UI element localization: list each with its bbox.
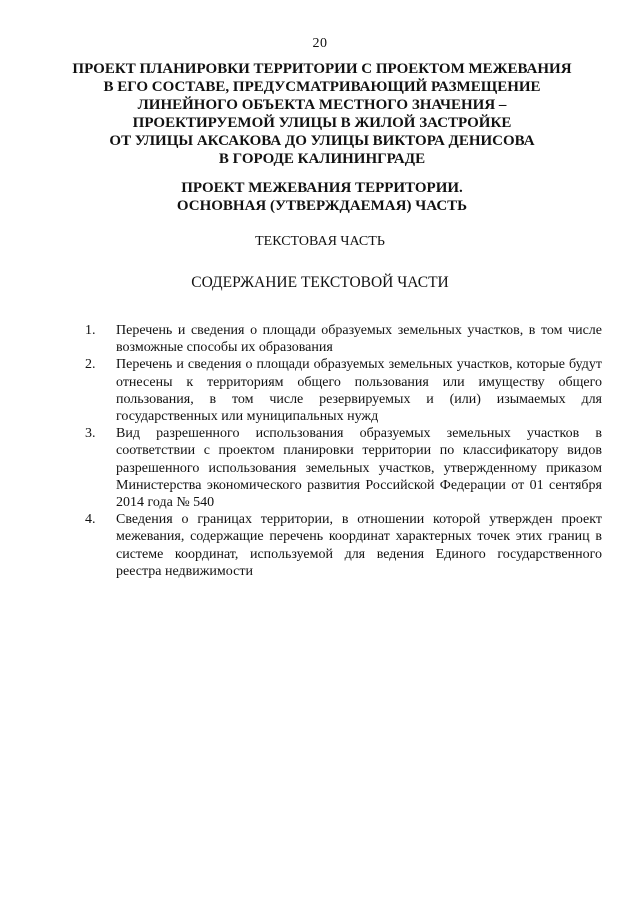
title-line: В ГОРОДЕ КАЛИНИНГРАДЕ: [218, 151, 426, 167]
toc-item-text: Вид разрешенного использования образуемых земельных участков в соответствии с проектом планировки территории по классификатору видов разрешенного использования земельных участков, утвержденному приказом Министерства экономического развития Российской Федерации от 01 сентября 2014 года № 540: [116, 426, 602, 511]
title-line: В ЕГО СОСТАВЕ, ПРЕДУСМАТРИВАЮЩИЙ РАЗМЕЩЕНИЕ: [103, 79, 541, 95]
toc-item: [0, 425, 640, 511]
toc-item: [0, 511, 640, 580]
title-line: ПРОЕКТ ПЛАНИРОВКИ ТЕРРИТОРИИ С ПРОЕКТОМ МЕЖЕВАНИЯ: [72, 61, 572, 77]
toc-item: [0, 322, 640, 356]
title-line: ЛИНЕЙНОГО ОБЪЕКТА МЕСТНОГО ЗНАЧЕНИЯ –: [137, 97, 507, 113]
toc-item-text: Перечень и сведения о площади образуемых земельных участков, в том числе возможные способы их образования: [116, 323, 602, 356]
title-line: ПРОЕКТИРУЕМОЙ УЛИЦЫ В ЖИЛОЙ ЗАСТРОЙКЕ: [132, 115, 512, 131]
toc-item-number: 4.: [85, 512, 96, 528]
toc-item-text: Перечень и сведения о площади образуемых земельных участков, которые будут отнесены к территориям общего пользования или имуществу общего пользования, в том числе резервируемых и (или) изымаемых для государственных или муниципальных нужд: [116, 357, 602, 425]
toc-item-number: 3.: [85, 426, 96, 442]
document-subtitle: [60, 179, 584, 215]
document-title: [60, 60, 584, 168]
title-line: ОТ УЛИЦЫ АКСАКОВА ДО УЛИЦЫ ВИКТОРА ДЕНИСОВА: [109, 133, 535, 149]
toc-item-number: 1.: [85, 323, 96, 338]
toc-item-number: 2.: [85, 357, 96, 373]
toc-item-text: Сведения о границах территории, в отношении которой утвержден проект межевания, содержащие перечень координат характерных точек этих границ в системе координат, используемой для ведения Единого государственного реестра недвижимости: [116, 512, 602, 579]
subtitle-line: ПРОЕКТ МЕЖЕВАНИЯ ТЕРРИТОРИИ.: [181, 180, 463, 196]
section-label: ТЕКСТОВАЯ ЧАСТЬ: [255, 234, 385, 249]
page-number: 20: [312, 36, 328, 51]
table-of-contents: [0, 322, 640, 580]
toc-item: [0, 356, 640, 425]
contents-heading: СОДЕРЖАНИЕ ТЕКСТОВОЙ ЧАСТИ: [191, 274, 449, 291]
subtitle-line: ОСНОВНАЯ (УТВЕРЖДАЕМАЯ) ЧАСТЬ: [176, 198, 468, 214]
